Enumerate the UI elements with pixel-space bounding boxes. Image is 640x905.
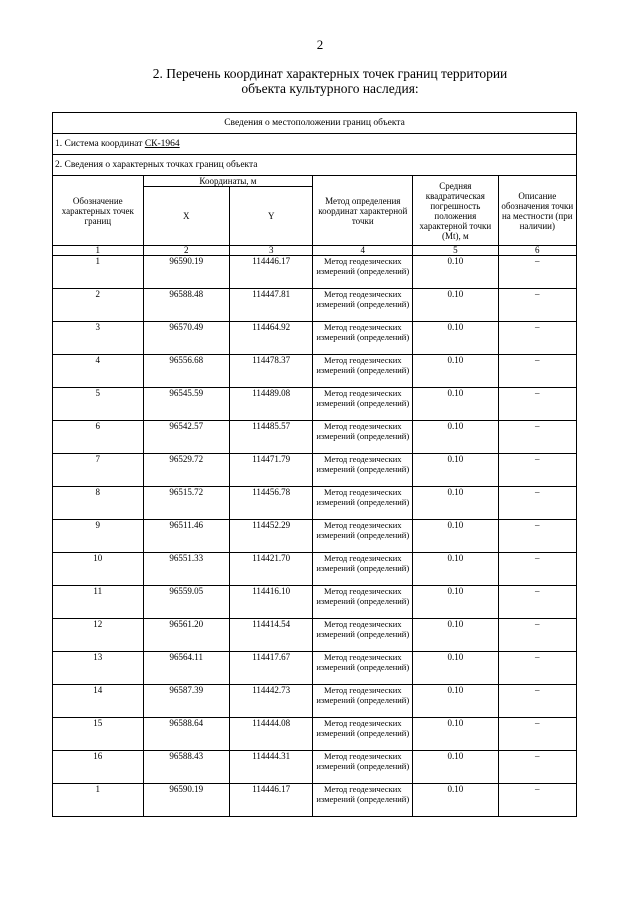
accuracy-cell: 0.10 <box>413 718 498 751</box>
method-cell: Метод геодезических измерений (определений) <box>313 652 413 685</box>
y-cell: 114452.29 <box>230 520 313 553</box>
point-cell: 5 <box>53 388 144 421</box>
description-cell: – <box>498 388 576 421</box>
accuracy-cell: 0.10 <box>413 784 498 817</box>
description-cell: – <box>498 487 576 520</box>
description-cell: – <box>498 454 576 487</box>
column-number: 6 <box>498 246 576 256</box>
method-cell: Метод геодезических измерений (определений) <box>313 355 413 388</box>
description-cell: – <box>498 421 576 454</box>
x-cell: 96529.72 <box>143 454 229 487</box>
column-number: 2 <box>143 246 229 256</box>
accuracy-cell: 0.10 <box>413 322 498 355</box>
coordinate-system-row <box>53 134 577 155</box>
column-number: 1 <box>53 246 144 256</box>
description-cell: – <box>498 256 576 289</box>
method-cell: Метод геодезических измерений (определений) <box>313 421 413 454</box>
x-cell: 96564.11 <box>143 652 229 685</box>
y-cell: 114489.08 <box>230 388 313 421</box>
method-cell: Метод геодезических измерений (определений) <box>313 322 413 355</box>
y-cell: 114478.37 <box>230 355 313 388</box>
column-number: 5 <box>413 246 498 256</box>
table-row <box>53 388 577 421</box>
y-cell: 114421.70 <box>230 553 313 586</box>
accuracy-cell: 0.10 <box>413 586 498 619</box>
description-cell: – <box>498 784 576 817</box>
section-heading <box>60 66 600 96</box>
coordinate-system-label: 1. Система координат <box>55 139 145 149</box>
point-cell: 3 <box>53 322 144 355</box>
description-cell: – <box>498 355 576 388</box>
method-cell: Метод геодезических измерений (определений) <box>313 751 413 784</box>
point-cell: 4 <box>53 355 144 388</box>
method-cell: Метод геодезических измерений (определений) <box>313 256 413 289</box>
y-cell: 114471.79 <box>230 454 313 487</box>
table-row <box>53 652 577 685</box>
accuracy-cell: 0.10 <box>413 454 498 487</box>
y-cell: 114485.57 <box>230 421 313 454</box>
column-number-row <box>53 246 577 256</box>
description-cell: – <box>498 652 576 685</box>
x-cell: 96542.57 <box>143 421 229 454</box>
y-cell: 114464.92 <box>230 322 313 355</box>
x-cell: 96561.20 <box>143 619 229 652</box>
table-row <box>53 619 577 652</box>
header-description: Описание обозначения точки на местности (при наличии) <box>498 176 576 246</box>
x-cell: 96588.48 <box>143 289 229 322</box>
point-cell: 13 <box>53 652 144 685</box>
description-cell: – <box>498 322 576 355</box>
coordinate-system-name: СК-1964 <box>144 139 180 149</box>
x-cell: 96590.19 <box>143 256 229 289</box>
point-cell: 14 <box>53 685 144 718</box>
point-cell: 8 <box>53 487 144 520</box>
point-cell: 16 <box>53 751 144 784</box>
point-cell: 1 <box>53 256 144 289</box>
accuracy-cell: 0.10 <box>413 256 498 289</box>
method-cell: Метод геодезических измерений (определений) <box>313 718 413 751</box>
x-cell: 96515.72 <box>143 487 229 520</box>
method-cell: Метод геодезических измерений (определений) <box>313 586 413 619</box>
point-cell: 12 <box>53 619 144 652</box>
accuracy-cell: 0.10 <box>413 685 498 718</box>
point-cell: 10 <box>53 553 144 586</box>
table-row <box>53 256 577 289</box>
table-row <box>53 718 577 751</box>
column-number: 3 <box>230 246 313 256</box>
method-cell: Метод геодезических измерений (определений) <box>313 553 413 586</box>
y-cell: 114416.10 <box>230 586 313 619</box>
y-cell: 114446.17 <box>230 256 313 289</box>
x-cell: 96587.39 <box>143 685 229 718</box>
point-cell: 15 <box>53 718 144 751</box>
accuracy-cell: 0.10 <box>413 652 498 685</box>
header-y: Y <box>230 187 313 246</box>
accuracy-cell: 0.10 <box>413 289 498 322</box>
description-cell: – <box>498 751 576 784</box>
table-row <box>53 586 577 619</box>
y-cell: 114444.31 <box>230 751 313 784</box>
y-cell: 114446.17 <box>230 784 313 817</box>
y-cell: 114447.81 <box>230 289 313 322</box>
y-cell: 114414.54 <box>230 619 313 652</box>
accuracy-cell: 0.10 <box>413 619 498 652</box>
x-cell: 96588.43 <box>143 751 229 784</box>
method-cell: Метод геодезических измерений (определений) <box>313 454 413 487</box>
table-row <box>53 454 577 487</box>
accuracy-cell: 0.10 <box>413 487 498 520</box>
table-row <box>53 685 577 718</box>
method-cell: Метод геодезических измерений (определений) <box>313 784 413 817</box>
column-number: 4 <box>313 246 413 256</box>
table-row <box>53 520 577 553</box>
accuracy-cell: 0.10 <box>413 553 498 586</box>
x-cell: 96590.19 <box>143 784 229 817</box>
description-cell: – <box>498 718 576 751</box>
table-caption: Сведения о местоположении границ объекта <box>53 113 577 134</box>
accuracy-cell: 0.10 <box>413 421 498 454</box>
description-cell: – <box>498 520 576 553</box>
method-cell: Метод геодезических измерений (определений) <box>313 520 413 553</box>
point-cell: 2 <box>53 289 144 322</box>
accuracy-cell: 0.10 <box>413 751 498 784</box>
point-cell: 9 <box>53 520 144 553</box>
x-cell: 96511.46 <box>143 520 229 553</box>
method-cell: Метод геодезических измерений (определений) <box>313 487 413 520</box>
y-cell: 114444.08 <box>230 718 313 751</box>
table-row <box>53 487 577 520</box>
header-method: Метод определения координат характерной точки <box>313 176 413 246</box>
point-cell: 7 <box>53 454 144 487</box>
description-cell: – <box>498 586 576 619</box>
y-cell: 114442.73 <box>230 685 313 718</box>
accuracy-cell: 0.10 <box>413 355 498 388</box>
x-cell: 96556.68 <box>143 355 229 388</box>
y-cell: 114417.67 <box>230 652 313 685</box>
point-cell: 1 <box>53 784 144 817</box>
table-row <box>53 784 577 817</box>
table-row <box>53 289 577 322</box>
table-row <box>53 322 577 355</box>
heading-line-1: 2. Перечень координат характерных точек границ территории <box>152 66 508 81</box>
header-accuracy: Средняя квадратическая погрешность положения характерной точки (Mt), м <box>413 176 498 246</box>
description-cell: – <box>498 289 576 322</box>
header-point: Обозначение характерных точек границ <box>53 176 144 246</box>
accuracy-cell: 0.10 <box>413 520 498 553</box>
description-cell: – <box>498 685 576 718</box>
header-coordinates: Координаты, м <box>143 176 313 187</box>
method-cell: Метод геодезических измерений (определений) <box>313 289 413 322</box>
x-cell: 96545.59 <box>143 388 229 421</box>
description-cell: – <box>498 619 576 652</box>
table-row <box>53 355 577 388</box>
x-cell: 96570.49 <box>143 322 229 355</box>
table-row <box>53 421 577 454</box>
points-section-title: 2. Сведения о характерных точках границ объекта <box>53 155 577 176</box>
table-row <box>53 751 577 784</box>
header-x: X <box>143 187 229 246</box>
description-cell: – <box>498 553 576 586</box>
method-cell: Метод геодезических измерений (определений) <box>313 685 413 718</box>
point-cell: 6 <box>53 421 144 454</box>
x-cell: 96588.64 <box>143 718 229 751</box>
x-cell: 96559.05 <box>143 586 229 619</box>
coordinates-table <box>52 112 577 817</box>
x-cell: 96551.33 <box>143 553 229 586</box>
table-row <box>53 553 577 586</box>
accuracy-cell: 0.10 <box>413 388 498 421</box>
page-number: 2 <box>316 37 324 52</box>
point-cell: 11 <box>53 586 144 619</box>
heading-line-2: объекта культурного наследия: <box>241 81 419 96</box>
y-cell: 114456.78 <box>230 487 313 520</box>
method-cell: Метод геодезических измерений (определений) <box>313 619 413 652</box>
method-cell: Метод геодезических измерений (определений) <box>313 388 413 421</box>
